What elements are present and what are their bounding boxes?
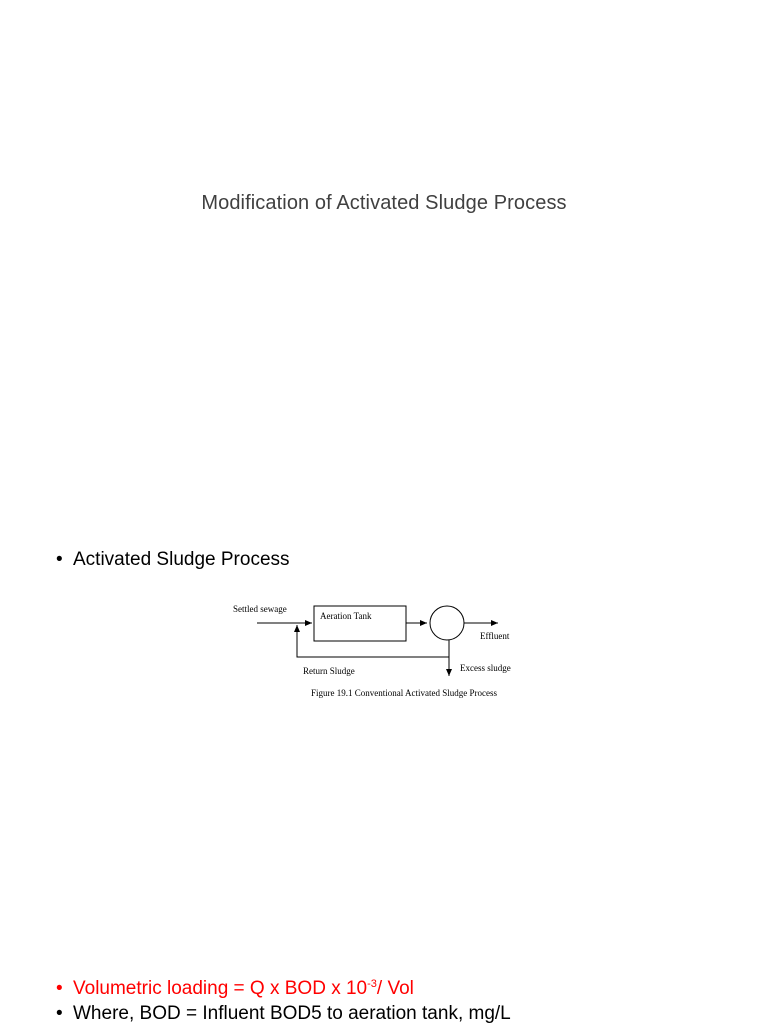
- bullet-text: Activated Sludge Process: [73, 549, 290, 570]
- page-title: Modification of Activated Sludge Process: [201, 192, 567, 214]
- volumetric-formula-suffix: / Vol: [376, 978, 414, 999]
- label-aeration-tank: Aeration Tank: [320, 611, 372, 621]
- bullet-dot: •: [56, 978, 63, 999]
- figure-caption: Figure 19.1 Conventional Activated Sludge Process: [311, 688, 497, 698]
- label-effluent: Effluent: [480, 631, 510, 641]
- label-settled-sewage: Settled sewage: [233, 604, 287, 614]
- bullet-where-bod: [56, 1003, 511, 1025]
- bullet-dot: •: [56, 549, 63, 570]
- bullet-dot: •: [56, 1003, 63, 1024]
- bullet-text: Where, BOD = Influent BOD5 to aeration tank, mg/L: [73, 1003, 511, 1024]
- process-flow-diagram: [220, 596, 540, 708]
- bullet-volumetric-loading: [56, 978, 414, 1000]
- volumetric-formula-exponent: -3: [367, 978, 377, 990]
- bullet-activated-sludge: [56, 549, 290, 571]
- label-excess-sludge: Excess sludge: [460, 663, 511, 673]
- clarifier-circle: [430, 606, 464, 640]
- label-return-sludge: Return Sludge: [303, 666, 355, 676]
- volumetric-formula-prefix: Volumetric loading = Q x BOD x 10: [73, 978, 368, 999]
